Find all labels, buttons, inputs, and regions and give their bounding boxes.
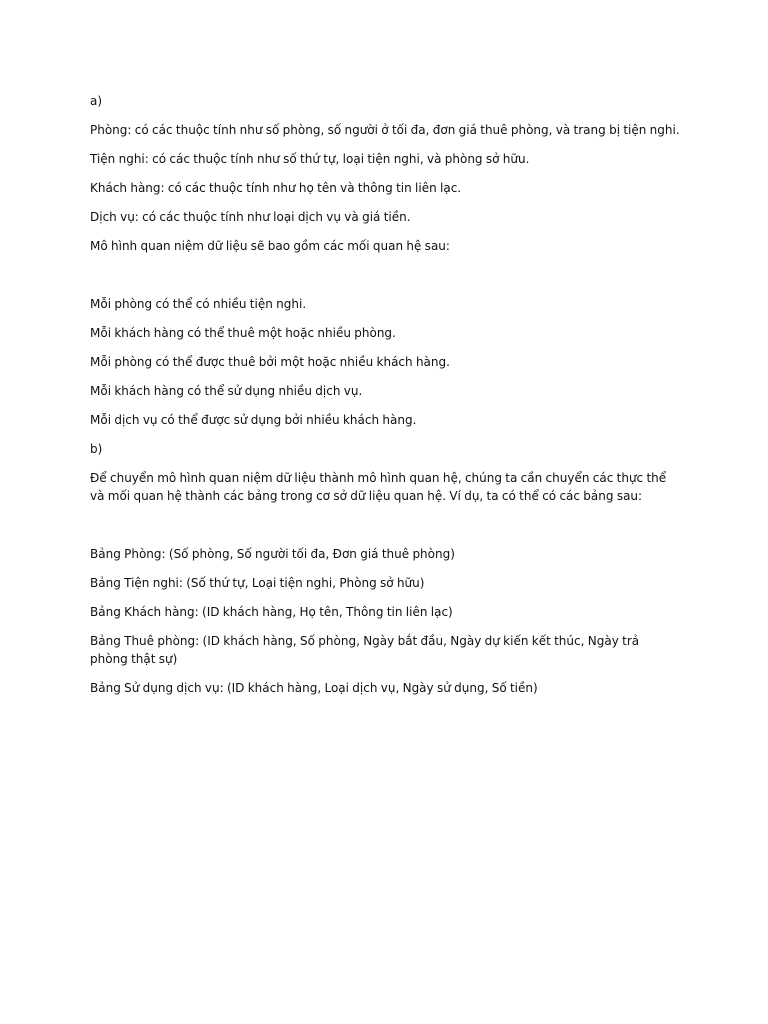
- entity-customer: Khách hàng: có các thuộc tính như họ tên và thông tin liên lạc.: [90, 181, 462, 195]
- table-definition: Bảng Thuê phòng: (ID khách hàng, Số phòng, Ngày bắt đầu, Ngày dự kiến kết thúc, Ngày trả phòng thật sự): [90, 634, 640, 666]
- table-definition: Bảng Tiện nghi: (Số thứ tự, Loại tiện nghi, Phòng sở hữu): [90, 576, 425, 590]
- relation-item: Mỗi dịch vụ có thể được sử dụng bởi nhiều khách hàng.: [90, 413, 417, 427]
- entity-service: Dịch vụ: có các thuộc tính như loại dịch vụ và giá tiền.: [90, 210, 411, 224]
- relation-item: Mỗi phòng có thể có nhiều tiện nghi.: [90, 297, 307, 311]
- table-definition: Bảng Sử dụng dịch vụ: (ID khách hàng, Loại dịch vụ, Ngày sử dụng, Số tiền): [90, 681, 538, 695]
- relation-item: Mỗi khách hàng có thể thuê một hoặc nhiều phòng.: [90, 326, 396, 340]
- relation-item: Mỗi khách hàng có thể sử dụng nhiều dịch vụ.: [90, 384, 363, 398]
- relation-item: Mỗi phòng có thể được thuê bởi một hoặc nhiều khách hàng.: [90, 355, 450, 369]
- entity-amenity: Tiện nghi: có các thuộc tính như số thứ tự, loại tiện nghi, và phòng sở hữu.: [90, 152, 530, 166]
- blank-line: [90, 266, 680, 284]
- document-body: [90, 92, 680, 708]
- section-b-label: b): [90, 442, 103, 456]
- section-a-label: a): [90, 94, 103, 108]
- relations-intro: Mô hình quan niệm dữ liệu sẽ bao gồm các mối quan hệ sau:: [90, 239, 450, 253]
- blank-line: [90, 516, 680, 534]
- table-definition: Bảng Khách hàng: (ID khách hàng, Họ tên, Thông tin liên lạc): [90, 605, 453, 619]
- section-b-intro: Để chuyển mô hình quan niệm dữ liệu thành mô hình quan hệ, chúng ta cần chuyển các thực thể và mối quan hệ thành các bảng trong cơ sở dữ liệu quan hệ. Ví dụ, ta có thể có các bảng sau:: [90, 471, 667, 503]
- table-definition: Bảng Phòng: (Số phòng, Số người tối đa, Đơn giá thuê phòng): [90, 547, 455, 561]
- entity-room: Phòng: có các thuộc tính như số phòng, số người ở tối đa, đơn giá thuê phòng, và trang bị tiện nghi.: [90, 123, 680, 137]
